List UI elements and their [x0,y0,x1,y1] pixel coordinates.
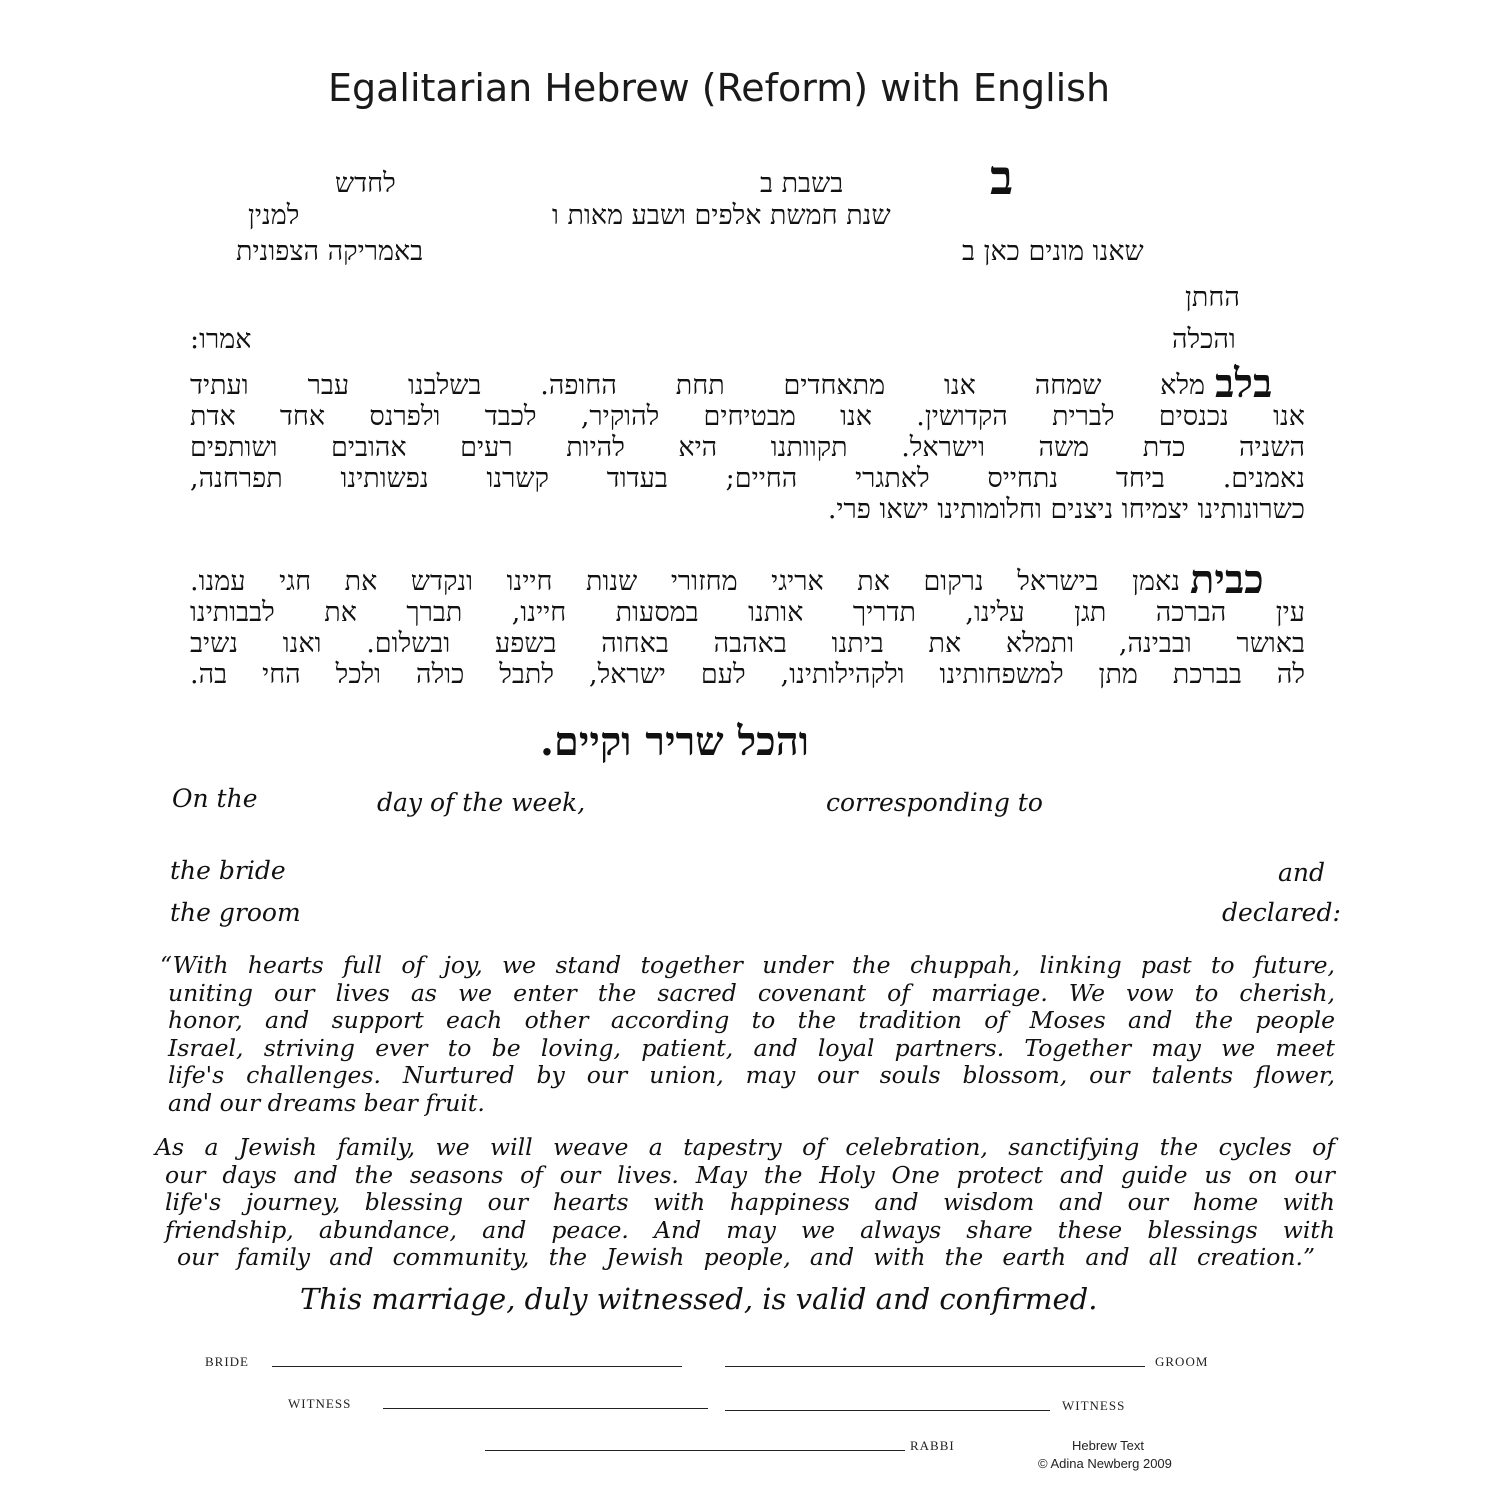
hebrew-header-letter: ב [990,150,1014,206]
hebrew-count-label: למנין [248,200,300,231]
hebrew-month-label: לחדש [335,168,396,199]
hebrew-para1-line: נאמנים. ביחד נתחייס לאתגרי החיים; בעדוד קשרנו נפשותינו תפרחנה, [190,463,1305,494]
hebrew-para2-dropword: כבית [1190,556,1264,603]
hebrew-para2-line: נאמן בישראל נרקום את אריגי מחזורי שנות חיינו ונקדש את חגי עמנו. [190,566,1180,597]
english-the-bride: the bride [170,856,286,885]
hebrew-para1-line: אנו נכנסים לברית הקדושין. אנו מבטיחים להוקיר, לכבד ולפרנס אחד אדת [190,401,1305,432]
english-para1-line: life's challenges. Nurtured by our union, may our souls blossom, our talents flower, [168,1061,1335,1089]
rabbi-signature-line[interactable] [485,1450,905,1451]
english-paragraph-1 [160,952,1335,1117]
english-corresponding-to: corresponding to [826,788,1043,817]
hebrew-groom-label: החתן [1185,282,1240,313]
rabbi-signature-label: RABBI [910,1438,955,1453]
english-on-the: On the [172,784,258,813]
credit-copyright: © Adina Newberg 2009 [1038,1456,1172,1471]
witness-left-label: WITNESS [288,1396,352,1411]
witness-right-signature-line[interactable] [725,1410,1050,1411]
hebrew-para1-line: מלא שמחה אנו מתאחדים תחת החופה. בשלבנו עבר ועתיד [190,370,1205,401]
hebrew-bride-label: והכלה [1172,324,1236,355]
hebrew-amru-label: אמרו: [190,324,252,355]
english-para2-line: our days and the seasons of our lives. May the Holy One protect and guide us on our [165,1160,1335,1189]
english-day-of-week: day of the week, [377,788,586,817]
hebrew-place-line: שאנו מונים כאן ב [962,236,1144,267]
witness-left-signature-line[interactable] [383,1408,708,1409]
english-para2-line: our family and community, the Jewish people, and with the earth and all creation.” [177,1243,1315,1271]
hebrew-america-label: באמריקה הצפונית [236,236,424,267]
hebrew-year-line: שנת חמשת אלפים ושבע מאות ו [552,200,891,231]
hebrew-para1-dropword: בלב [1215,360,1273,407]
hebrew-day-line: בשבת ב [760,168,844,199]
english-para1-line: honor, and support each other according to the tradition of Moses and the people [168,1006,1335,1034]
english-para2-line: life's journey, blessing our hearts with happiness and wisdom and our home with [165,1188,1335,1216]
hebrew-paragraph-2 [190,566,1305,690]
groom-signature-label: GROOM [1155,1354,1209,1369]
bride-signature-line[interactable] [272,1366,682,1367]
english-para2-line: friendship, abundance, and peace. And may we always share these blessings with [165,1215,1335,1244]
english-para1-line: “With hearts full of joy, we stand together under the chuppah, linking past to future, [160,951,1335,979]
hebrew-para2-line: עין הברכה תגן עלינו, תדריך אותנו במסעות חיינו, תברך את לבבותינו [190,597,1305,628]
document-title: Egalitarian Hebrew (Reform) with English [328,66,1111,110]
english-the-groom: the groom [170,898,301,927]
hebrew-closing-line: והכל שריר וקיים. [540,718,809,765]
groom-signature-line[interactable] [725,1366,1145,1367]
bride-signature-label: BRIDE [205,1354,249,1369]
credit-hebrew-text: Hebrew Text [1072,1438,1145,1453]
hebrew-paragraph-1 [190,370,1305,525]
english-closing-line: This marriage, duly witnessed, is valid and confirmed. [300,1282,1098,1316]
hebrew-para1-line: השניה כדת משה וישראל. תקוותנו היא להיות רעים אהובים ושותפים [190,432,1305,463]
english-para1-line: and our dreams bear fruit. [168,1088,485,1117]
hebrew-para2-line: לה בברכת מתן למשפחותינו ולקהילותינו, לעם ישראל, לתבל כולה ולכל החי בה. [190,659,1305,690]
hebrew-para1-line: כשרונותינו יצמיחו ניצנים וחלומותינו ישאו פרי. [827,494,1305,525]
english-declared: declared: [1222,898,1341,927]
english-para1-line: Israel, striving ever to be loving, patient, and loyal partners. Together may we meet [168,1033,1335,1062]
english-para1-line: uniting our lives as we enter the sacred covenant of marriage. We vow to cherish, [168,978,1335,1007]
english-paragraph-2 [155,1134,1335,1272]
english-and: and [1278,858,1326,887]
english-para2-line: As a Jewish family, we will weave a tapestry of celebration, sanctifying the cycles of [155,1133,1335,1161]
witness-right-label: WITNESS [1062,1398,1126,1413]
hebrew-para2-line: באושר ובבינה, ותמלא את ביתנו באהבה באחוה בשפע ובשלום. ואנו נשיב [190,628,1305,659]
